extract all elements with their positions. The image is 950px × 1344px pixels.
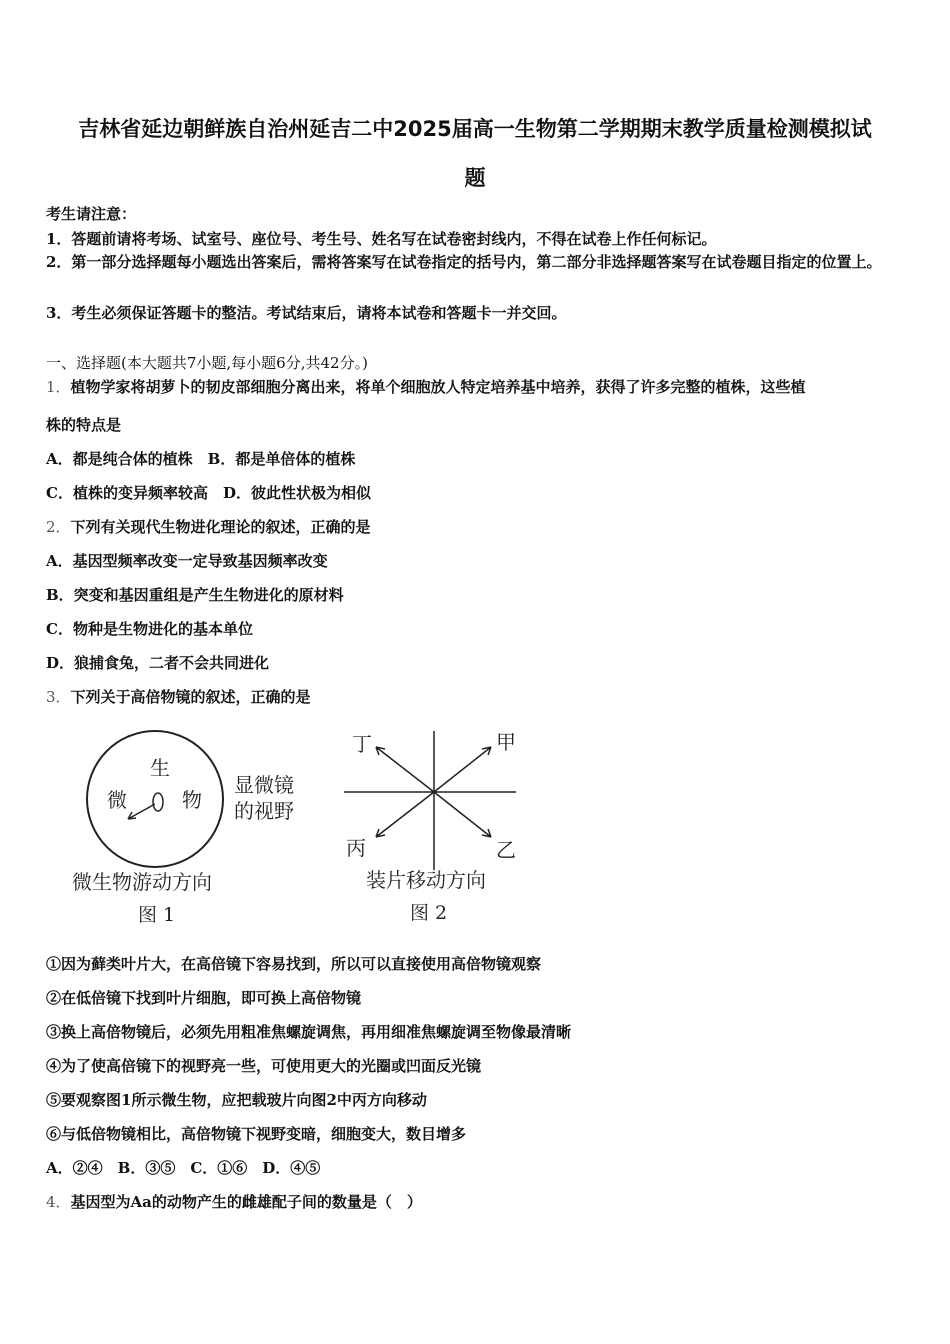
figure-2-slide-direction	[338, 725, 538, 935]
arrow-jia-icon	[434, 747, 491, 792]
question-3-number: 3．	[46, 688, 71, 706]
question-1-options-ab: A．都是纯合体的植株 B．都是单倍体的植株	[46, 450, 356, 468]
arrow-yi-icon	[434, 792, 491, 837]
figure-2-caption: 装片移动方向	[366, 868, 486, 892]
label-yi: 乙	[496, 838, 516, 862]
question-2-option-a: A．基因型频率改变一定导致基因频率改变	[46, 552, 328, 570]
figure-1-char-wu: 物	[182, 788, 202, 812]
question-1-options-cd: C．植株的变异频率较高 D．彼此性状极为相似	[46, 484, 371, 502]
microbe-shape	[153, 793, 163, 811]
question-2-option-b: B．突变和基因重组是产生生物进化的原材料	[46, 586, 344, 604]
question-3-statement-6: ⑥与低倍物镜相比，高倍物镜下视野变暗，细胞变大，数目增多	[46, 1125, 467, 1143]
figure-1-char-wei: 微	[107, 788, 127, 812]
question-1-number: 1．	[46, 378, 71, 396]
question-4-stem	[46, 1191, 422, 1212]
swim-direction-arrow-icon	[128, 804, 155, 819]
question-3-stem	[46, 686, 311, 707]
question-3-stem-text: 下列关于高倍物镜的叙述，正确的是	[70, 688, 311, 706]
question-3-statement-2: ②在低倍镜下找到叶片细胞，即可换上高倍物镜	[46, 989, 362, 1007]
question-2-option-d: D．狼捕食兔，二者不会共同进化	[46, 654, 270, 672]
figure-2-label: 图 2	[410, 902, 448, 924]
exam-title-line2: 题	[464, 166, 486, 190]
field-label-line2: 的视野	[234, 799, 294, 823]
question-2-stem	[46, 516, 371, 537]
question-1-stem-line2: 株的特点是	[46, 416, 122, 434]
notice-item-2: 2．第一部分选择题每小题选出答案后，需将答案写在试卷指定的括号内，第二部分非选择题答案写在试卷题目指定的位置上。	[46, 253, 882, 271]
question-4-number: 4．	[46, 1193, 71, 1211]
label-ding: 丁	[352, 732, 372, 756]
field-label-line1: 显微镜	[234, 773, 294, 797]
question-3-statement-1: ①因为藓类叶片大，在高倍镜下容易找到，所以可以直接使用高倍物镜观察	[46, 955, 542, 973]
question-3-statement-5: ⑤要观察图1所示微生物，应把载玻片向图2中丙方向移动	[46, 1091, 427, 1109]
question-2-option-c: C．物种是生物进化的基本单位	[46, 620, 253, 638]
figure-1-microscope-field	[60, 725, 330, 935]
arrow-bing-icon	[376, 792, 434, 837]
question-2-stem-text: 下列有关现代生物进化理论的叙述，正确的是	[70, 518, 371, 536]
exam-title-line1: 吉林省延边朝鲜族自治州延吉二中2025届高一生物第二学期期末教学质量检测模拟试	[78, 117, 872, 141]
notice-item-3: 3．考生必须保证答题卡的整洁。考试结束后，请将本试卷和答题卡一并交回。	[46, 304, 567, 322]
figure-1-caption: 微生物游动方向	[72, 870, 212, 894]
question-3-options: A．②④ B．③⑤ C．①⑥ D．④⑤	[46, 1159, 321, 1177]
figure-1-char-sheng: 生	[150, 756, 170, 780]
label-jia: 甲	[496, 730, 516, 754]
notice-item-1: 1．答题前请将考场、试室号、座位号、考生号、姓名写在试卷密封线内，不得在试卷上作任何标记。	[46, 230, 717, 248]
question-2-number: 2．	[46, 518, 71, 536]
question-3-statement-3: ③换上高倍物镜后，必须先用粗准焦螺旋调焦，再用细准焦螺旋调至物像最清晰	[46, 1023, 572, 1041]
notice-heading: 考生请注意：	[46, 205, 137, 223]
question-1-stem-line1: 植物学家将胡萝卜的韧皮部细胞分离出来，将单个细胞放人特定培养基中培养，获得了许多完整的植株，这些植	[70, 378, 806, 396]
question-3-statement-4: ④为了使高倍镜下的视野亮一些，可使用更大的光圈或凹面反光镜	[46, 1057, 482, 1075]
question-4-stem-text: 基因型为Aa的动物产生的雌雄配子间的数量是（ ）	[70, 1193, 422, 1211]
question-1-stem	[46, 376, 806, 397]
section-heading: 一、选择题(本大题共7小题,每小题6分,共42分。)	[46, 354, 368, 372]
label-bing: 丙	[346, 836, 366, 860]
figure-1-label: 图 1	[138, 904, 176, 926]
arrow-ding-icon	[376, 747, 434, 792]
